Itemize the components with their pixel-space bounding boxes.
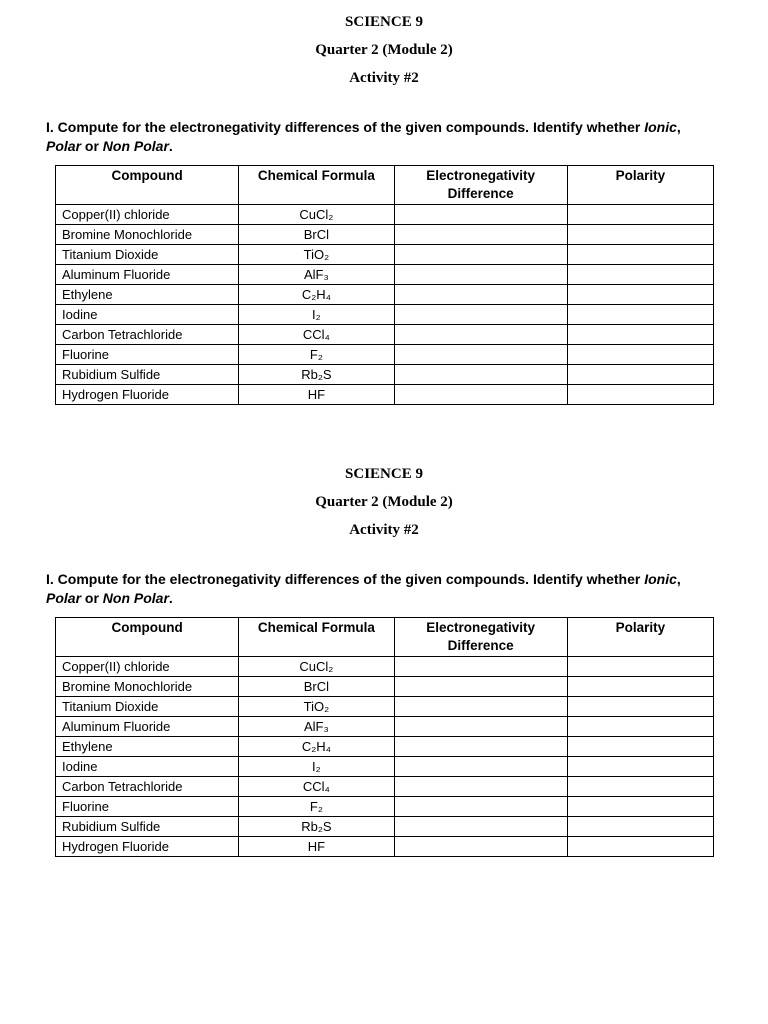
compound-cell: Bromine Monochloride bbox=[56, 225, 239, 245]
formula-cell: F₂ bbox=[239, 345, 394, 365]
polarity-cell bbox=[567, 677, 713, 697]
difference-cell bbox=[394, 817, 567, 837]
compound-cell: Aluminum Fluoride bbox=[56, 717, 239, 737]
activity-table bbox=[55, 165, 714, 405]
polarity-cell bbox=[567, 817, 713, 837]
difference-cell bbox=[394, 205, 567, 225]
polarity-cell bbox=[567, 757, 713, 777]
table-row bbox=[56, 817, 714, 837]
table-row bbox=[56, 717, 714, 737]
table-row bbox=[56, 757, 714, 777]
compound-cell: Copper(II) chloride bbox=[56, 205, 239, 225]
table-row bbox=[56, 677, 714, 697]
col-header-compound: Compound bbox=[56, 618, 239, 657]
difference-cell bbox=[394, 657, 567, 677]
formula-cell: F₂ bbox=[239, 797, 394, 817]
difference-cell bbox=[394, 797, 567, 817]
formula-cell: TiO₂ bbox=[239, 245, 394, 265]
subject-title: SCIENCE 9 bbox=[345, 14, 423, 30]
difference-cell bbox=[394, 285, 567, 305]
polarity-cell bbox=[567, 265, 713, 285]
difference-cell bbox=[394, 677, 567, 697]
instruction-text: I. Compute for the electronegativity differences of the given compounds. Identify whether Ionic, Polar or Non Polar. bbox=[46, 571, 681, 606]
compound-cell: Iodine bbox=[56, 757, 239, 777]
polarity-cell bbox=[567, 345, 713, 365]
formula-cell: AlF₃ bbox=[239, 717, 394, 737]
table-row bbox=[56, 225, 714, 245]
table-row bbox=[56, 837, 714, 857]
compound-cell: Fluorine bbox=[56, 797, 239, 817]
table-row bbox=[56, 697, 714, 717]
polarity-cell bbox=[567, 305, 713, 325]
compound-cell: Titanium Dioxide bbox=[56, 697, 239, 717]
formula-cell: Rb₂S bbox=[239, 365, 394, 385]
polarity-cell bbox=[567, 365, 713, 385]
formula-cell: Rb₂S bbox=[239, 817, 394, 837]
activity-number: Activity #2 bbox=[349, 70, 419, 86]
polarity-cell bbox=[567, 717, 713, 737]
quarter-module: Quarter 2 (Module 2) bbox=[315, 494, 453, 510]
polarity-cell bbox=[567, 697, 713, 717]
polarity-cell bbox=[567, 385, 713, 405]
polarity-cell bbox=[567, 837, 713, 857]
formula-cell: TiO₂ bbox=[239, 697, 394, 717]
polarity-cell bbox=[567, 657, 713, 677]
compound-cell: Carbon Tetrachloride bbox=[56, 777, 239, 797]
difference-cell bbox=[394, 737, 567, 757]
difference-cell bbox=[394, 757, 567, 777]
table-row bbox=[56, 345, 714, 365]
formula-cell: C₂H₄ bbox=[239, 285, 394, 305]
compound-cell: Carbon Tetrachloride bbox=[56, 325, 239, 345]
table-row bbox=[56, 777, 714, 797]
difference-cell bbox=[394, 245, 567, 265]
col-header-compound: Compound bbox=[56, 166, 239, 205]
table-header-row bbox=[56, 618, 714, 657]
compound-cell: Fluorine bbox=[56, 345, 239, 365]
formula-cell: BrCl bbox=[239, 225, 394, 245]
polarity-cell bbox=[567, 777, 713, 797]
table-row bbox=[56, 205, 714, 225]
difference-cell bbox=[394, 265, 567, 285]
compound-cell: Hydrogen Fluoride bbox=[56, 385, 239, 405]
difference-cell bbox=[394, 365, 567, 385]
table-header-row bbox=[56, 166, 714, 205]
compound-cell: Iodine bbox=[56, 305, 239, 325]
difference-cell bbox=[394, 777, 567, 797]
formula-cell: AlF₃ bbox=[239, 265, 394, 285]
difference-cell bbox=[394, 385, 567, 405]
table-row bbox=[56, 305, 714, 325]
compound-cell: Bromine Monochloride bbox=[56, 677, 239, 697]
compound-cell: Rubidium Sulfide bbox=[56, 365, 239, 385]
table-row bbox=[56, 797, 714, 817]
formula-cell: CCl₄ bbox=[239, 777, 394, 797]
difference-cell bbox=[394, 305, 567, 325]
compound-cell: Copper(II) chloride bbox=[56, 657, 239, 677]
table-row bbox=[56, 325, 714, 345]
compound-cell: Rubidium Sulfide bbox=[56, 817, 239, 837]
polarity-cell bbox=[567, 797, 713, 817]
table-row bbox=[56, 365, 714, 385]
difference-cell bbox=[394, 837, 567, 857]
polarity-cell bbox=[567, 285, 713, 305]
col-header-difference: Electronegativity Difference bbox=[394, 166, 567, 205]
polarity-cell bbox=[567, 205, 713, 225]
difference-cell bbox=[394, 345, 567, 365]
formula-cell: CuCl₂ bbox=[239, 205, 394, 225]
difference-cell bbox=[394, 325, 567, 345]
compound-cell: Titanium Dioxide bbox=[56, 245, 239, 265]
table-row bbox=[56, 245, 714, 265]
worksheet-section-2 bbox=[0, 460, 768, 857]
col-header-polarity: Polarity bbox=[567, 166, 713, 205]
table-row bbox=[56, 657, 714, 677]
formula-cell: HF bbox=[239, 837, 394, 857]
formula-cell: BrCl bbox=[239, 677, 394, 697]
formula-cell: CuCl₂ bbox=[239, 657, 394, 677]
subject-title: SCIENCE 9 bbox=[345, 466, 423, 482]
formula-cell: HF bbox=[239, 385, 394, 405]
instruction-text: I. Compute for the electronegativity differences of the given compounds. Identify whether Ionic, Polar or Non Polar. bbox=[46, 119, 681, 154]
compound-cell: Aluminum Fluoride bbox=[56, 265, 239, 285]
polarity-cell bbox=[567, 737, 713, 757]
col-header-polarity: Polarity bbox=[567, 618, 713, 657]
quarter-module: Quarter 2 (Module 2) bbox=[315, 42, 453, 58]
activity-number: Activity #2 bbox=[349, 522, 419, 538]
activity-table bbox=[55, 617, 714, 857]
table-row bbox=[56, 265, 714, 285]
table-row bbox=[56, 385, 714, 405]
table-row bbox=[56, 285, 714, 305]
polarity-cell bbox=[567, 325, 713, 345]
compound-cell: Hydrogen Fluoride bbox=[56, 837, 239, 857]
col-header-formula: Chemical Formula bbox=[239, 618, 394, 657]
formula-cell: C₂H₄ bbox=[239, 737, 394, 757]
compound-cell: Ethylene bbox=[56, 285, 239, 305]
formula-cell: CCl₄ bbox=[239, 325, 394, 345]
difference-cell bbox=[394, 717, 567, 737]
table-row bbox=[56, 737, 714, 757]
col-header-formula: Chemical Formula bbox=[239, 166, 394, 205]
polarity-cell bbox=[567, 225, 713, 245]
compound-cell: Ethylene bbox=[56, 737, 239, 757]
worksheet-section-1 bbox=[0, 8, 768, 405]
col-header-difference: Electronegativity Difference bbox=[394, 618, 567, 657]
difference-cell bbox=[394, 697, 567, 717]
difference-cell bbox=[394, 225, 567, 245]
formula-cell: I₂ bbox=[239, 757, 394, 777]
polarity-cell bbox=[567, 245, 713, 265]
formula-cell: I₂ bbox=[239, 305, 394, 325]
